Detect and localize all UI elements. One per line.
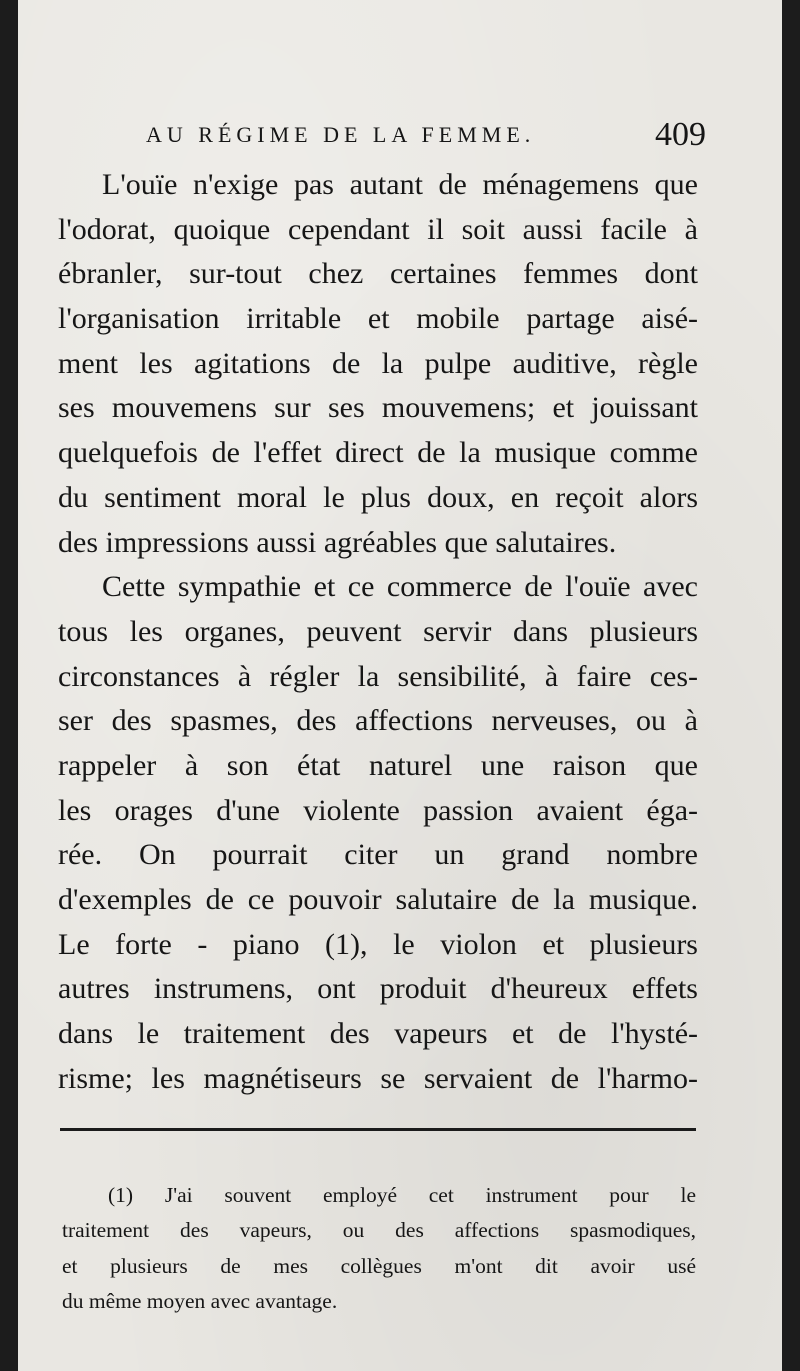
running-title: AU RÉGIME DE LA FEMME.: [146, 122, 536, 147]
footnote-line: et plusieurs de mes collègues m'ont dit avoir usé: [62, 1253, 696, 1278]
text-line: rappeler à son état naturel une raison que: [58, 748, 698, 782]
text-line: l'odorat, quoique cependant il soit aussi facile à: [58, 212, 698, 246]
text-line: des impressions aussi agréables que salutaires.: [58, 525, 617, 559]
body-text: [58, 163, 698, 1101]
footnote-line: (1) J'ai souvent employé cet instrument pour le: [108, 1183, 696, 1207]
text-line: quelquefois de l'effet direct de la musique comme: [58, 436, 698, 470]
book-page: [18, 0, 782, 1371]
text-line: tous les organes, peuvent servir dans plusieurs: [58, 614, 698, 648]
page-number: 409: [655, 116, 706, 153]
text-line: L'ouïe n'exige pas autant de ménagemens que: [102, 168, 698, 201]
text-line: l'organisation irritable et mobile partage aisé-: [58, 302, 698, 336]
running-head: [146, 116, 706, 156]
text-line: ébranler, sur-tout chez certaines femmes dont: [58, 257, 698, 291]
text-line: ses mouvemens sur ses mouvemens; et jouissant: [58, 391, 698, 425]
text-line: dans le traitement des vapeurs et de l'hysté-: [58, 1017, 698, 1051]
text-line: rée. On pourrait citer un grand nombre: [58, 838, 698, 872]
text-line: du sentiment moral le plus doux, en reçoit alors: [58, 480, 698, 514]
text-line: autres instrumens, ont produit d'heureux effets: [58, 972, 698, 1006]
footnote: [62, 1178, 696, 1319]
text-line: d'exemples de ce pouvoir salutaire de la musique.: [58, 883, 698, 916]
text-line: ser des spasmes, des affections nerveuses, ou à: [58, 704, 698, 738]
text-line: risme; les magnétiseurs se servaient de l'harmo-: [58, 1061, 698, 1095]
text-line: circonstances à régler la sensibilité, à faire ces-: [58, 659, 698, 693]
text-line: Le forte - piano (1), le violon et plusieurs: [58, 927, 698, 961]
footnote-line: du même moyen avec avantage.: [62, 1288, 338, 1313]
footnote-line: traitement des vapeurs, ou des affections spasmodiques,: [62, 1218, 696, 1243]
text-line: ment les agitations de la pulpe auditive, règle: [58, 346, 698, 380]
text-line: les orages d'une violente passion avaient éga-: [58, 793, 698, 827]
text-line: Cette sympathie et ce commerce de l'ouïe avec: [102, 570, 698, 604]
footnote-rule: [60, 1128, 696, 1131]
